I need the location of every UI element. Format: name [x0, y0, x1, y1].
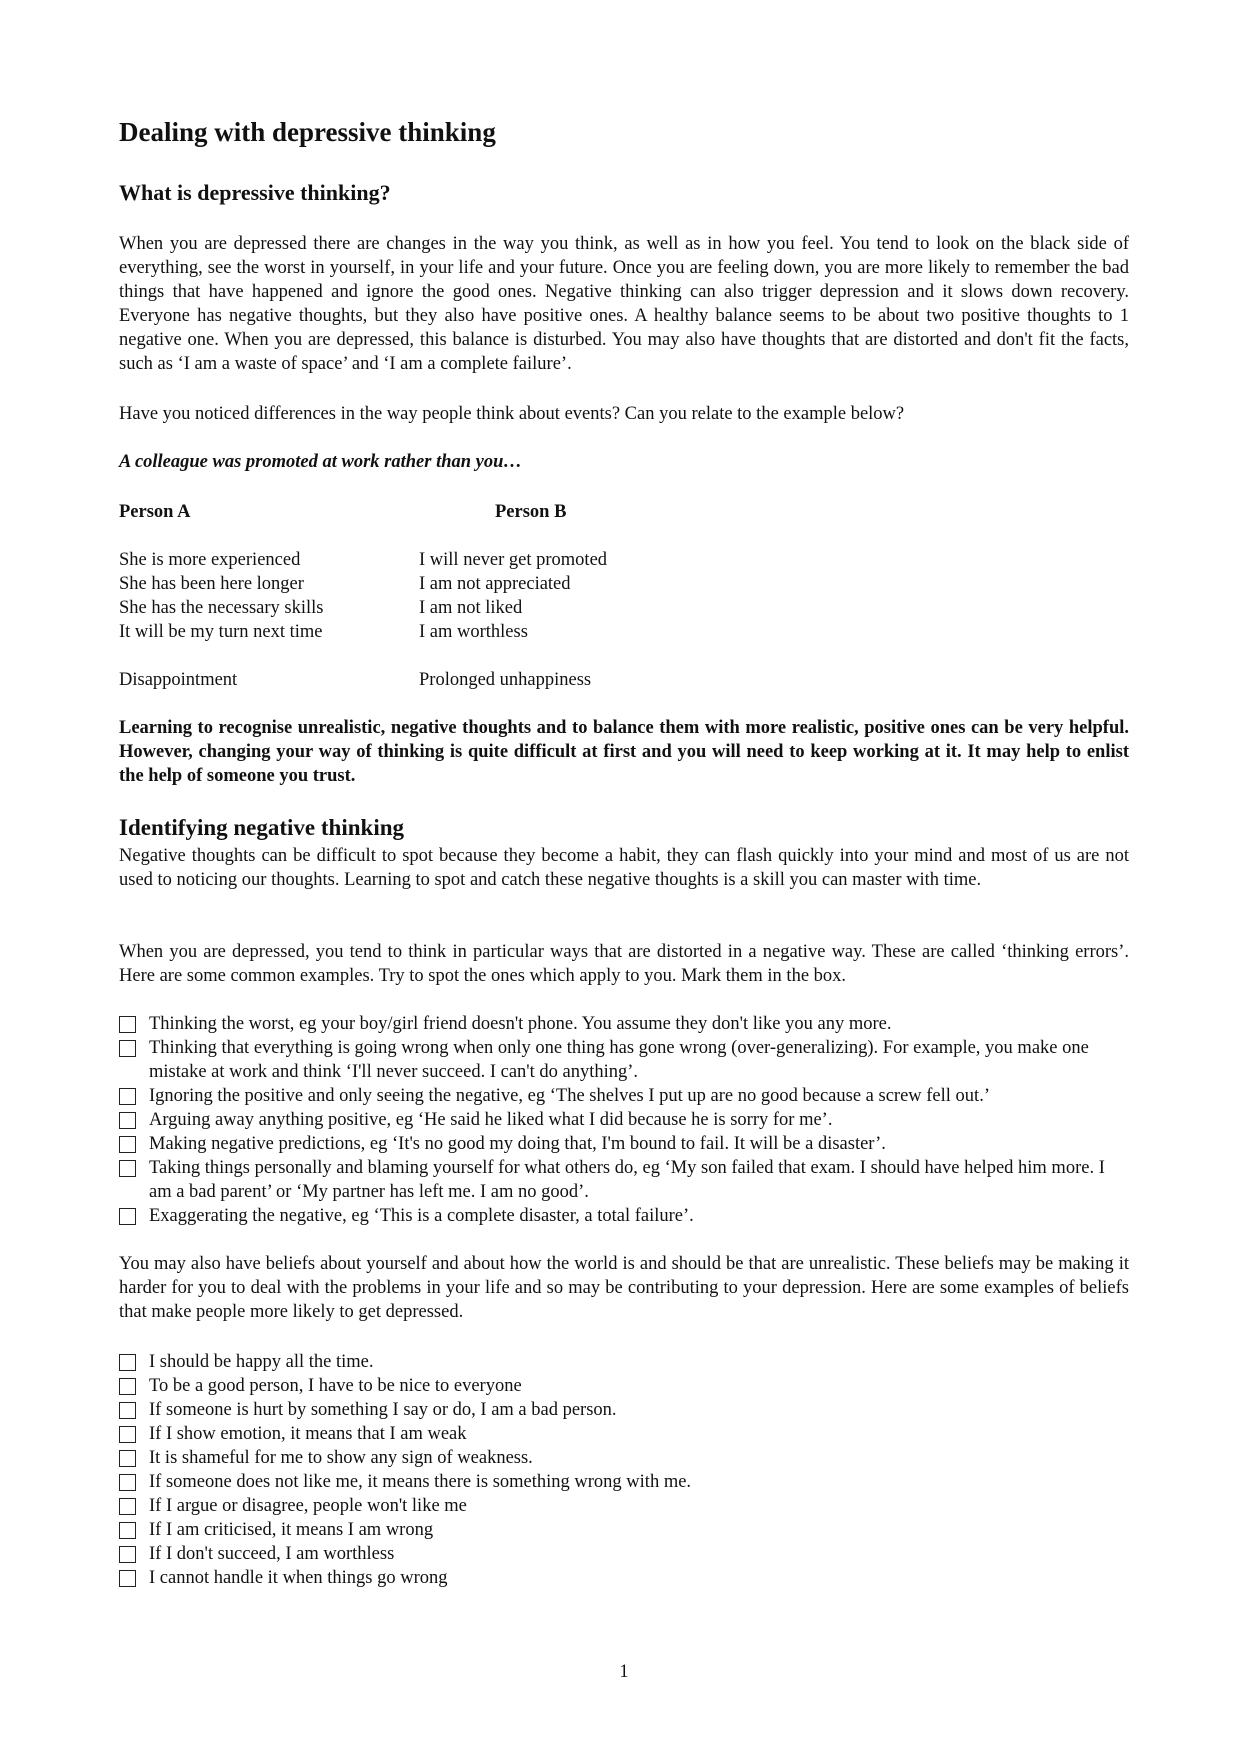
example-question: Have you noticed differences in the way people think about events? Can you relate to the example below?	[119, 404, 905, 424]
page-title: Dealing with depressive thinking	[119, 117, 496, 147]
checkbox[interactable]	[119, 1498, 136, 1515]
person-b-heading: Person B	[495, 502, 567, 522]
checklist-item-text: I should be happy all the time.	[149, 1352, 374, 1372]
checklist-item	[119, 1518, 1129, 1542]
identifying-heading: Identifying negative thinking	[119, 815, 404, 840]
checklist-item-text: Taking things personally and blaming yourself for what others do, eg ‘My son failed that exam. I should have helped him more. I am a bad parent’ or ‘My partner has left me. I am no good’.	[149, 1158, 1105, 1202]
checklist-item-text: If I am criticised, it means I am wrong	[149, 1520, 434, 1540]
person-a-outcome: Disappointment	[119, 670, 238, 690]
checklist-item-text: If someone does not like me, it means there is something wrong with me.	[149, 1472, 692, 1492]
checklist-item-text: It is shameful for me to show any sign of weakness.	[149, 1448, 533, 1468]
thinking-errors-checklist	[119, 1012, 1129, 1228]
person-b-thought: I am not appreciated	[419, 574, 571, 594]
checklist-item-text: If someone is hurt by something I say or do, I am a bad person.	[149, 1400, 617, 1420]
checklist-item	[119, 1108, 1129, 1132]
checklist-item	[119, 1398, 1129, 1422]
person-a-thought: It will be my turn next time	[119, 622, 323, 642]
checklist-item-text: Thinking the worst, eg your boy/girl friend doesn't phone. You assume they don't like you any more.	[149, 1014, 892, 1034]
checkbox[interactable]	[119, 1402, 136, 1419]
checklist-item-text: Exaggerating the negative, eg ‘This is a complete disaster, a total failure’.	[149, 1206, 694, 1226]
person-b-outcome: Prolonged unhappiness	[419, 670, 592, 690]
checklist-item-text: If I argue or disagree, people won't like me	[149, 1496, 467, 1516]
checkbox[interactable]	[119, 1570, 136, 1587]
section-subtitle: What is depressive thinking?	[119, 180, 391, 205]
person-b-thought: I am not liked	[419, 598, 523, 618]
checkbox[interactable]	[119, 1354, 136, 1371]
person-b-thought: I am worthless	[419, 622, 528, 642]
checklist-item-text: Thinking that everything is going wrong when only one thing has gone wrong (over-generalizing). For example, you make one mistake at work and think ‘I'll never succeed. I can't do anything’.	[149, 1038, 1089, 1082]
checkbox[interactable]	[119, 1040, 136, 1057]
checklist-item	[119, 1084, 1129, 1108]
thinking-errors-intro: When you are depressed, you tend to think in particular ways that are distorted in a negative way. These are called ‘thinking errors’. Here are some common examples. Try to spot the ones which apply to you. Mark them in the box.	[119, 942, 1129, 986]
checkbox[interactable]	[119, 1136, 136, 1153]
checklist-item	[119, 1204, 1129, 1228]
page-number: 1	[619, 1662, 629, 1682]
checklist-item-text: If I don't succeed, I am worthless	[149, 1544, 395, 1564]
checklist-item	[119, 1422, 1129, 1446]
person-a-thought: She is more experienced	[119, 550, 301, 570]
checklist-item-text: Making negative predictions, eg ‘It's no good my doing that, I'm bound to fail. It will be a disaster’.	[149, 1134, 886, 1154]
person-b-thoughts	[419, 548, 607, 644]
person-a-thought: She has been here longer	[119, 574, 304, 594]
checkbox[interactable]	[119, 1546, 136, 1563]
checkbox[interactable]	[119, 1016, 136, 1033]
checklist-item-text: I cannot handle it when things go wrong	[149, 1568, 448, 1588]
intro-paragraph: When you are depressed there are changes in the way you think, as well as in how you feel. You tend to look on the black side of everything, see the worst in yourself, in your life and your future. Once you are feeling down, you are more likely to remember the bad things that have happened and ignore the good ones. Negative thinking can also trigger depression and it slows down recovery. Everyone has negative thoughts, but they also have positive ones. A healthy balance seems to be about two positive thoughts to 1 negative one. When you are depressed, this balance is disturbed. You may also have thoughts that are distorted and don't fit the facts, such as ‘I am a waste of space’ and ‘I am a complete failure’.	[119, 234, 1129, 374]
checklist-item	[119, 1036, 1129, 1084]
checkbox[interactable]	[119, 1378, 136, 1395]
identify-paragraph: Negative thoughts can be difficult to spot because they become a habit, they can flash quickly into your mind and most of us are not used to noticing our thoughts. Learning to spot and catch these negative thoughts is a skill you can master with time.	[119, 846, 1129, 890]
checklist-item	[119, 1542, 1129, 1566]
checklist-item-text: Arguing away anything positive, eg ‘He said he liked what I did because he is sorry for me’.	[149, 1110, 833, 1130]
checklist-item-text: If I show emotion, it means that I am weak	[149, 1424, 467, 1444]
checkbox[interactable]	[119, 1474, 136, 1491]
checklist-item	[119, 1374, 1129, 1398]
checkbox[interactable]	[119, 1112, 136, 1129]
checkbox[interactable]	[119, 1426, 136, 1443]
checkbox[interactable]	[119, 1208, 136, 1225]
checkbox[interactable]	[119, 1522, 136, 1539]
checklist-item-text: Ignoring the positive and only seeing the negative, eg ‘The shelves I put up are no good because a screw fell out.’	[149, 1086, 990, 1106]
scenario-text: A colleague was promoted at work rather than you…	[119, 452, 522, 472]
checklist-item	[119, 1156, 1129, 1204]
checklist-item	[119, 1566, 1129, 1590]
checklist-item	[119, 1132, 1129, 1156]
checklist-item	[119, 1470, 1129, 1494]
checklist-item	[119, 1494, 1129, 1518]
beliefs-checklist	[119, 1350, 1129, 1590]
person-a-heading: Person A	[119, 502, 191, 522]
checkbox[interactable]	[119, 1450, 136, 1467]
checklist-item	[119, 1350, 1129, 1374]
checklist-item	[119, 1446, 1129, 1470]
beliefs-paragraph: You may also have beliefs about yourself and about how the world is and should be that are unrealistic. These beliefs may be making it harder for you to deal with the problems in your life and so may be contributing to your depression. Here are some examples of beliefs that make people more likely to get depressed.	[119, 1254, 1129, 1322]
person-b-thought: I will never get promoted	[419, 550, 608, 570]
checkbox[interactable]	[119, 1160, 136, 1177]
checkbox[interactable]	[119, 1088, 136, 1105]
checklist-item-text: To be a good person, I have to be nice to everyone	[149, 1376, 522, 1396]
key-message-paragraph: Learning to recognise unrealistic, negative thoughts and to balance them with more realistic, positive ones can be very helpful. However, changing your way of thinking is quite difficult at first and you will need to keep working at it. It may help to enlist the help of someone you trust.	[119, 718, 1129, 786]
checklist-item	[119, 1012, 1129, 1036]
person-a-thoughts	[119, 548, 324, 644]
person-a-thought: She has the necessary skills	[119, 598, 324, 618]
